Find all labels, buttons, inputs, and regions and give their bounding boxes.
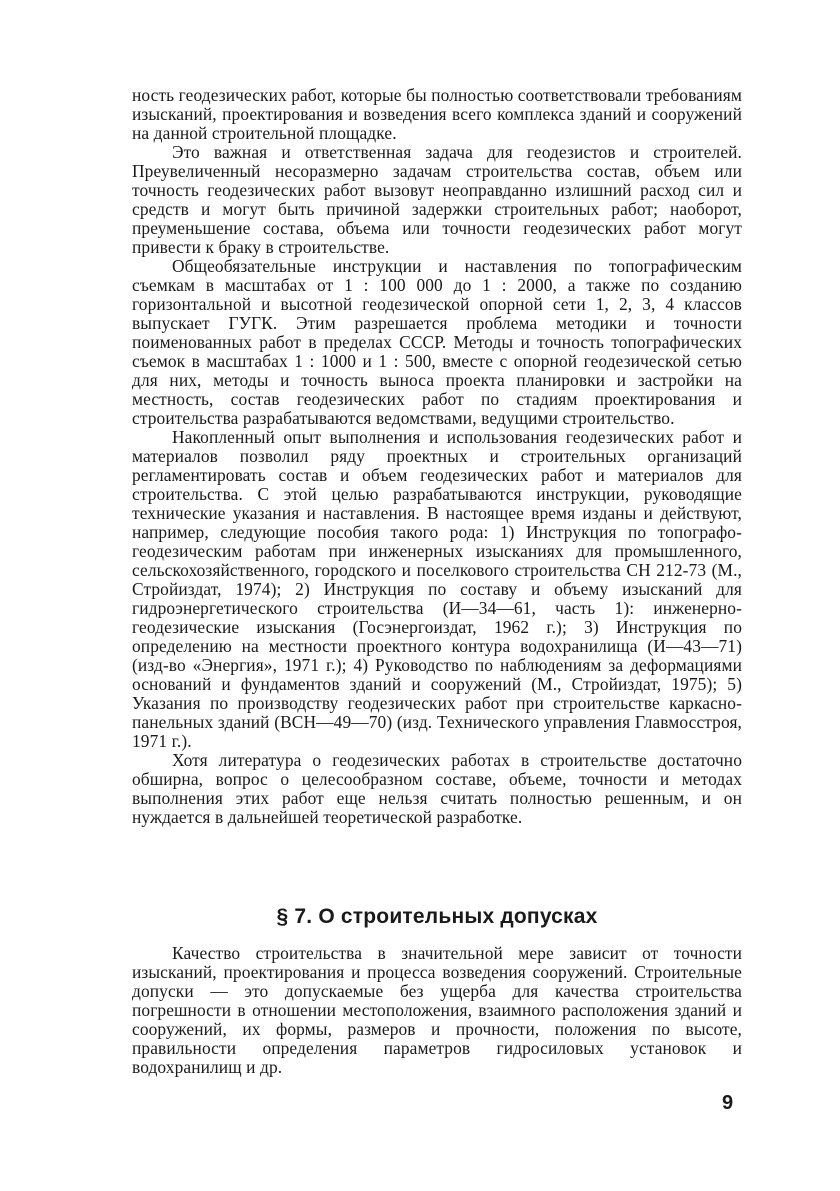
- paragraph: Общеобязательные инструкции и наставления по топографическим съемкам в масштабах от 1 : 100 000 до 1 : 2000, а также по созданию горизонтальной и высотной геодезической опорной сети 1, 2, 3, 4 классов выпускает ГУГК. Этим разрешается проблема методики и точности поименованных работ в пределах СССР. Методы и точность топографических съемок в масштабах 1 : 1000 и 1 : 500, вместе с опорной геодезической сетью для них, методы и точность выноса проекта планировки и застройки на местность, состав геодезических работ по стадиям проектирования и строительства разрабатываются ведомствами, ведущими строительство.: [132, 256, 742, 428]
- section-heading: § 7. О строительных допусках: [276, 905, 598, 928]
- body-text-top: [132, 86, 742, 827]
- paragraph: Накопленный опыт выполнения и использования геодезических работ и материалов позволил ряду проектных и строительных организаций регламентировать состав и объем геодезических работ и материалов для строительства. С этой целью разрабатываются инструкции, руководящие технические указания и наставления. В настоящее время изданы и действуют, например, следующие пособия такого рода: 1) Инструкция по топографо-геодезическим работам при инженерных изысканиях для промышленного, сельскохозяйственного, городского и поселкового строительства СН 212-73 (М., Стройиздат, 1974); 2) Инструкция по составу и объему изысканий для гидроэнергетического строительства (И—34—61, часть 1): инженерно-геодезические изыскания (Госэнергоиздат, 1962 г.); 3) Инструкция по определению на местности проектного контура водохранилища (И—43—71) (изд-во «Энергия», 1971 г.); 4) Руководство по наблюдениям за деформациями оснований и фундаментов зданий и сооружений (М., Стройиздат, 1975); 5) Указания по производству геодезических работ при строительстве каркасно-панельных зданий (ВСН—49—70) (изд. Технического управления Главмосстроя, 1971 г.).: [132, 427, 742, 751]
- paragraph-continued: ность геодезических работ, которые бы полностью соответствовали требованиям изысканий, проектирования и возведения всего комплекса зданий и сооружений на данной строительной площадке.: [132, 85, 742, 143]
- paragraph: Качество строительства в значительной мере зависит от точности изысканий, проектирования и процесса возведения сооружений. Строительные допуски — это допускаемые без ущерба для качества строительства погрешности в отношении местоположения, взаимного расположения зданий и сооружений, их формы, размеров и прочности, положения по высоте, правильности определения параметров гидросиловых установок и водохранилищ и др.: [132, 943, 742, 1077]
- page-number: 9: [722, 1092, 734, 1114]
- body-text-bottom: [132, 944, 742, 1077]
- paragraph: Хотя литература о геодезических работах в строительстве достаточно обширна, вопрос о целесообразном составе, объеме, точности и методах выполнения этих работ еще нельзя считать полностью решенным, и он нуждается в дальнейшей теоретической разработке.: [132, 750, 742, 827]
- paragraph: Это важная и ответственная задача для геодезистов и строителей. Преувеличенный несоразмерно задачам строительства состав, объем или точность геодезических работ вызовут неоправданно излишний расход сил и средств и могут быть причиной задержки строительных работ; наоборот, преуменьшение состава, объема или точности геодезических работ могут привести к браку в строительстве.: [132, 142, 742, 257]
